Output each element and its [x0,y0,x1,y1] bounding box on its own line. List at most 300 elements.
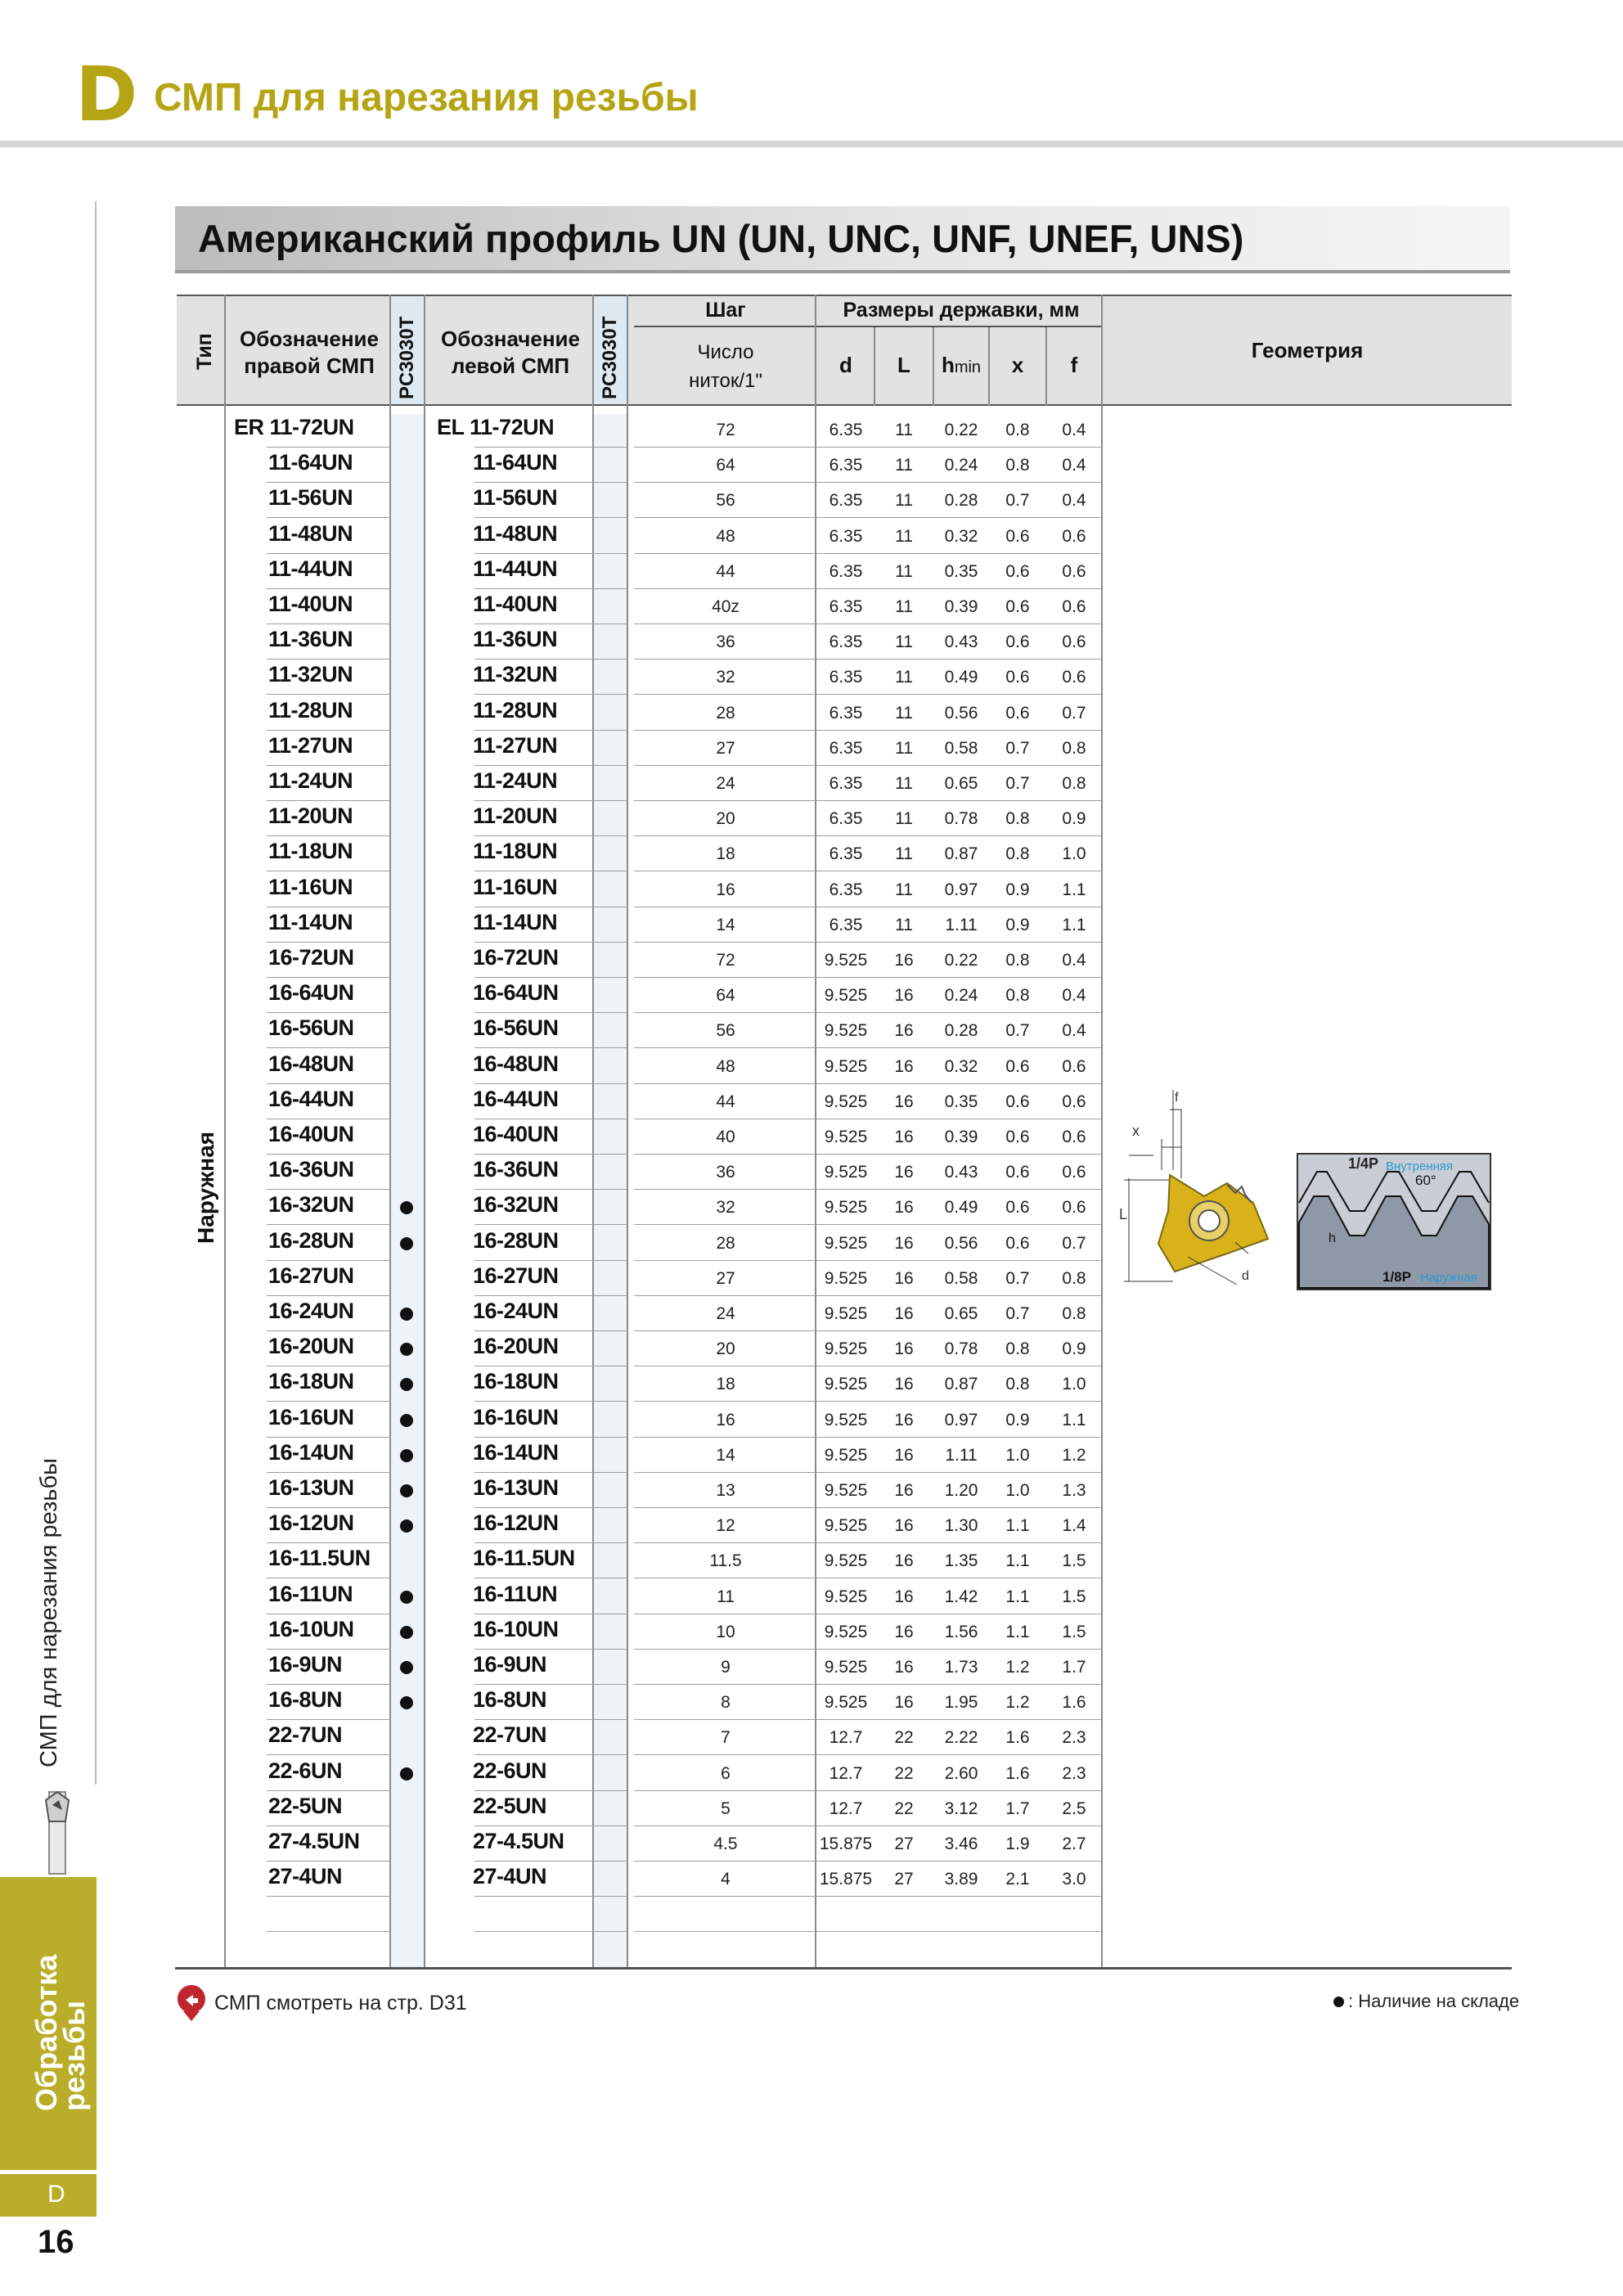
holder-L: 16 [894,1021,914,1041]
holder-f: 1.5 [1062,1551,1086,1571]
left-insert-code: 11-56UN [473,485,558,511]
table-row-empty [0,1897,1623,1932]
holder-f: 0.7 [1062,703,1086,723]
holder-hmin: 0.28 [944,491,978,511]
header-threads-per-inch: Число ниток/1" [689,341,762,392]
holder-hmin: 2.60 [944,1763,978,1783]
holder-x: 1.0 [1005,1445,1030,1465]
holder-f: 0.6 [1062,1092,1086,1111]
holder-d: 6.35 [829,809,863,829]
threads-per-inch: 48 [716,526,735,546]
left-insert-code: 16-11.5UN [473,1546,575,1571]
holder-L: 11 [895,526,913,546]
header-pitch: Шаг [705,299,746,322]
threads-per-inch: 28 [716,1233,735,1253]
holder-x: 0.7 [1005,491,1030,511]
header-grade-left: PC3030T [599,316,621,399]
holder-hmin: 0.56 [944,1233,978,1253]
holder-L: 16 [894,1163,914,1182]
holder-x: 0.8 [1005,986,1030,1006]
holder-L: 27 [894,1835,914,1853]
left-insert-code: 11-48UN [473,520,558,546]
in-stock-dot [400,1449,413,1462]
right-insert-code: 22-6UN [268,1758,343,1783]
right-insert-code: 11-18UN [268,839,353,864]
right-insert-code: 16-24UN [268,1299,354,1323]
holder-L: 16 [894,1658,914,1677]
header-top-line [177,295,1512,296]
threads-per-inch: 9 [721,1658,731,1677]
table-row [0,1543,1623,1578]
threads-per-inch: 6 [721,1763,731,1783]
holder-L: 16 [894,1268,914,1288]
holder-f: 0.8 [1062,1268,1086,1288]
holder-f: 1.1 [1062,915,1086,934]
holder-f: 1.7 [1062,1658,1086,1677]
holder-L: 11 [895,738,913,758]
sidebar-letter-tab[interactable]: D [0,2174,97,2217]
holder-d: 6.35 [829,915,863,934]
left-insert-code: EL 11-72UN [437,415,555,439]
holder-x: 0.7 [1005,738,1030,758]
right-insert-code: 11-48UN [268,520,353,546]
holder-f: 0.6 [1062,597,1086,616]
holder-L: 11 [895,491,913,511]
holder-f: 1.1 [1062,1410,1086,1429]
table-row [0,696,1623,731]
stock-legend-dot [1333,1997,1344,2007]
holder-f: 0.4 [1062,421,1086,439]
table-row [0,1013,1623,1048]
right-insert-code: 16-10UN [268,1616,354,1641]
holder-hmin: 1.30 [944,1516,978,1536]
holder-hmin: 0.24 [944,456,978,475]
threads-per-inch: 64 [716,986,735,1006]
threads-per-inch: 11 [717,1587,735,1606]
left-insert-code: 22-6UN [473,1758,547,1783]
table-row [0,519,1623,554]
holder-x: 0.6 [1005,1233,1030,1253]
holder-L: 11 [895,456,913,475]
header-f: f [1070,353,1078,377]
holder-f: 0.9 [1062,1339,1086,1359]
holder-f: 0.9 [1062,809,1086,829]
in-stock-dot [400,1308,413,1321]
holder-d: 9.525 [824,1128,868,1146]
table-row [0,1756,1623,1791]
threads-per-inch: 14 [716,1445,735,1465]
left-insert-code: 11-20UN [473,804,558,829]
left-insert-code: 16-12UN [473,1510,559,1536]
see-page-note[interactable]: СМП смотреть на стр. D31 [214,1992,467,2015]
holder-hmin: 0.22 [944,951,978,970]
holder-d: 9.525 [824,1481,868,1500]
holder-f: 0.6 [1062,668,1086,687]
table-row [0,1402,1623,1438]
in-stock-dot [400,1343,413,1356]
holder-hmin: 0.49 [944,668,978,687]
left-insert-code: 16-48UN [473,1051,559,1076]
holder-hmin: 1.95 [944,1693,978,1713]
holder-hmin: 3.12 [944,1799,978,1818]
holder-x: 2.1 [1005,1870,1030,1889]
header-right-insert: Обозначение правой СМП [240,326,379,378]
threads-per-inch: 20 [716,1339,735,1359]
in-stock-dot [400,1484,413,1497]
right-insert-code: 22-5UN [268,1793,343,1818]
holder-L: 16 [894,1375,914,1394]
holder-hmin: 0.32 [944,526,978,546]
left-insert-code: 22-5UN [473,1793,547,1818]
threads-per-inch: 44 [716,561,735,581]
in-stock-dot [400,1626,413,1639]
holder-f: 0.6 [1062,1198,1086,1218]
left-insert-code: 16-18UN [473,1369,559,1394]
holder-f: 2.7 [1062,1835,1086,1853]
threads-per-inch: 5 [721,1799,731,1818]
threads-per-inch: 13 [716,1481,735,1500]
right-insert-code: 16-12UN [268,1510,354,1536]
holder-f: 0.8 [1062,774,1086,793]
sidebar-section-label: Обработка резьбы [29,1954,91,2111]
holder-L: 11 [895,809,913,829]
threads-per-inch: 18 [716,844,735,864]
table-row [0,1296,1623,1331]
holder-L: 16 [894,1622,914,1641]
holder-L: 16 [894,1339,914,1359]
in-stock-dot [400,1767,413,1781]
right-insert-code: 16-11UN [268,1581,353,1606]
holder-L: 16 [894,1410,914,1429]
holder-L: 16 [894,986,914,1006]
holder-f: 1.5 [1062,1622,1086,1641]
holder-hmin: 0.35 [944,1092,978,1111]
left-insert-code: 11-16UN [473,874,558,899]
threads-per-inch: 4 [721,1870,731,1889]
holder-d: 6.35 [829,597,863,616]
holder-hmin: 3.46 [944,1835,978,1853]
right-insert-code: 16-36UN [268,1157,354,1182]
right-insert-code: 11-56UN [268,485,353,511]
left-insert-code: 11-24UN [473,768,558,793]
holder-x: 0.6 [1005,1128,1030,1146]
holder-x: 0.6 [1005,597,1030,616]
holder-d: 9.525 [824,1375,868,1394]
holder-d: 9.525 [824,986,868,1006]
right-insert-code: 16-16UN [268,1404,354,1429]
left-insert-code: 16-24UN [473,1299,559,1323]
holder-x: 0.8 [1005,456,1030,475]
threads-per-inch: 24 [716,774,735,793]
holder-hmin: 1.42 [944,1587,978,1606]
holder-x: 0.7 [1005,1268,1030,1288]
holder-d: 6.35 [829,633,863,652]
holder-hmin: 0.78 [944,809,978,829]
holder-f: 0.4 [1062,1021,1086,1041]
holder-hmin: 0.39 [944,597,978,616]
right-insert-code: 11-14UN [268,909,353,934]
holder-d: 9.525 [824,1587,868,1606]
holder-hmin: 1.11 [945,915,978,934]
table-row [0,1862,1623,1897]
holder-d: 9.525 [824,1056,868,1076]
holder-x: 0.8 [1005,1339,1030,1359]
holder-d: 15.875 [819,1870,873,1889]
header-d: d [839,353,852,377]
holder-d: 9.525 [824,1551,868,1571]
table-row [0,660,1623,695]
holder-hmin: 0.43 [944,1163,978,1182]
section-title: Американский профиль UN (UN, UNC, UNF, UNEF, UNS) [198,217,1244,260]
table-row [0,836,1623,871]
holder-x: 0.6 [1005,1092,1030,1111]
header-holder-dims: Размеры державки, мм [843,299,1080,322]
holder-hmin: 1.73 [944,1658,978,1677]
holder-L: 11 [895,597,913,616]
header-divider [0,141,1623,147]
svg-text:1/8P: 1/8P [1382,1269,1411,1285]
holder-x: 0.6 [1005,1056,1030,1076]
in-stock-dot [400,1237,413,1250]
holder-d: 6.35 [829,491,863,511]
left-insert-code: 16-72UN [473,945,559,970]
holder-hmin: 0.58 [944,738,978,758]
holder-d: 9.525 [824,1658,868,1677]
holder-L: 11 [895,915,913,934]
holder-x: 0.7 [1005,1304,1030,1323]
holder-x: 1.9 [1005,1835,1030,1853]
table-row [0,412,1623,448]
holder-hmin: 0.43 [944,633,978,652]
holder-d: 6.35 [829,703,863,723]
holder-x: 1.2 [1005,1693,1030,1713]
page-reference-icon [175,1983,208,2023]
insert-geometry-diagram [1113,1080,1494,1301]
holder-x: 0.6 [1005,703,1030,723]
holder-f: 0.4 [1062,986,1086,1006]
holder-x: 0.8 [1005,1375,1030,1394]
table-row [0,1366,1623,1402]
holder-f: 1.3 [1062,1481,1086,1500]
holder-x: 1.1 [1005,1516,1030,1536]
left-insert-code: 22-7UN [473,1722,547,1748]
insert-drawing [1119,1090,1268,1285]
holder-x: 0.6 [1005,633,1030,652]
holder-hmin: 0.32 [944,1056,978,1076]
holder-hmin: 1.20 [944,1481,978,1500]
holder-L: 16 [894,1551,914,1571]
holder-L: 16 [894,1481,914,1500]
right-insert-code: 16-13UN [268,1475,354,1500]
holder-x: 1.0 [1005,1481,1030,1500]
table-row [0,624,1623,660]
holder-x: 0.7 [1005,1021,1030,1041]
threads-per-inch: 27 [716,738,735,758]
threads-per-inch: 24 [716,1304,735,1323]
left-insert-code: 11-44UN [473,556,558,581]
threads-per-inch: 40 [716,1128,735,1146]
header-x: x [1011,353,1024,377]
holder-L: 16 [894,1233,914,1253]
threads-per-inch: 36 [716,1163,735,1182]
left-insert-code: 16-40UN [473,1122,559,1146]
table-row [0,483,1623,518]
svg-text:Внутренняя: Внутренняя [1386,1159,1454,1173]
right-insert-code: 16-48UN [268,1051,354,1076]
right-insert-code: 16-56UN [268,1015,354,1041]
holder-f: 0.8 [1062,738,1086,758]
table-row [0,1579,1623,1614]
holder-hmin: 1.11 [945,1445,978,1465]
threads-per-inch: 56 [716,491,735,511]
holder-x: 0.9 [1005,880,1030,899]
page-title: СМП для нарезания резьбы [154,76,699,119]
threads-per-inch: 20 [716,809,735,829]
holder-f: 1.0 [1062,1375,1086,1394]
header-left-insert: Обозначение левой СМП [441,326,580,378]
table-row [0,554,1623,589]
holder-hmin: 0.97 [944,1410,978,1429]
left-insert-code: 11-14UN [473,909,558,934]
holder-f: 0.6 [1062,1163,1086,1182]
right-insert-code: 11-27UN [268,732,353,758]
table-row [0,978,1623,1013]
holder-x: 0.8 [1005,421,1030,439]
holder-d: 6.35 [829,456,863,475]
svg-text:d: d [1242,1269,1249,1283]
holder-d: 15.875 [819,1835,873,1853]
left-insert-code: 16-20UN [473,1334,559,1359]
right-insert-code: 11-32UN [268,662,353,687]
holder-hmin: 0.56 [944,703,978,723]
holder-d: 9.525 [824,1410,868,1429]
holder-d: 9.525 [824,1304,868,1323]
holder-f: 0.4 [1062,491,1086,511]
right-insert-code: 27-4.5UN [268,1829,360,1853]
holder-x: 0.6 [1005,1163,1030,1182]
holder-L: 16 [894,1198,914,1218]
left-insert-code: 16-27UN [473,1263,559,1288]
threads-per-inch: 72 [716,951,735,970]
right-insert-code: 11-36UN [268,627,353,652]
right-insert-code: 16-11.5UN [268,1546,371,1571]
left-insert-code: 16-14UN [473,1439,559,1465]
threads-per-inch: 40z [712,597,740,616]
holder-d: 9.525 [824,1339,868,1359]
holder-d: 6.35 [829,738,863,758]
left-insert-code: 16-8UN [473,1687,547,1713]
right-insert-code: 16-8UN [268,1687,343,1713]
header-geometry: Геометрия [1251,338,1364,362]
table-row [0,1508,1623,1543]
right-insert-code: 11-24UN [268,768,353,793]
holder-f: 3.0 [1062,1870,1086,1889]
left-insert-code: 11-64UN [473,450,558,475]
table-row [0,766,1623,801]
right-insert-code: 16-14UN [268,1439,354,1465]
holder-d: 6.35 [829,880,863,899]
right-insert-code: 11-44UN [268,556,353,581]
left-insert-code: 11-36UN [473,627,558,652]
holder-x: 0.6 [1005,1198,1030,1218]
header-bottom-line [177,404,1512,406]
holder-f: 0.6 [1062,561,1086,581]
thread-profile-drawing [1297,1154,1490,1290]
right-insert-code: 11-28UN [268,697,353,723]
threads-per-inch: 16 [716,1410,735,1429]
right-insert-code: 11-20UN [268,804,353,829]
type-value: Наружная [193,1131,218,1244]
holder-f: 1.0 [1062,844,1086,864]
holder-L: 16 [894,1056,914,1076]
threads-per-inch: 12 [716,1516,735,1536]
left-insert-code: 16-36UN [473,1157,559,1182]
holder-x: 0.8 [1005,951,1030,970]
sidebar-vertical-title: СМП для нарезания резьбы [36,1458,62,1767]
holder-x: 1.6 [1005,1763,1030,1783]
holder-d: 9.525 [824,951,868,970]
holder-f: 0.8 [1062,1304,1086,1323]
holder-f: 1.5 [1062,1587,1086,1606]
in-stock-dot [400,1378,413,1391]
holder-hmin: 0.35 [944,561,978,581]
right-insert-code: 11-40UN [268,592,353,616]
holder-f: 2.3 [1062,1763,1086,1783]
right-insert-code: 16-9UN [268,1652,343,1677]
holder-hmin: 0.39 [944,1128,978,1146]
threads-per-inch: 64 [716,456,735,475]
threads-per-inch: 32 [716,1198,735,1218]
holder-f: 1.2 [1062,1445,1086,1465]
holder-d: 6.35 [829,421,863,439]
holder-x: 0.7 [1005,774,1030,793]
left-insert-code: 27-4UN [473,1864,547,1889]
right-insert-code: 11-64UN [268,450,353,475]
holder-L: 16 [894,1516,914,1536]
holder-hmin: 0.65 [944,774,978,793]
holder-hmin: 0.78 [944,1339,978,1359]
holder-x: 0.6 [1005,561,1030,581]
threads-per-inch: 36 [716,633,735,652]
left-insert-code: 16-10UN [473,1616,559,1641]
holder-L: 16 [894,1092,914,1111]
table-row [0,1791,1623,1826]
right-insert-code: 16-40UN [268,1122,354,1146]
holder-f: 0.6 [1062,1128,1086,1146]
holder-L: 16 [894,951,914,970]
holder-L: 16 [894,1128,914,1146]
left-insert-code: 11-18UN [473,839,558,864]
table-row [0,1685,1623,1720]
table-row [0,801,1623,836]
holder-hmin: 3.89 [944,1870,978,1889]
holder-f: 0.6 [1062,1056,1086,1076]
threads-per-inch: 44 [716,1092,735,1111]
holder-f: 1.1 [1062,880,1086,899]
holder-d: 9.525 [824,1693,868,1713]
holder-L: 22 [894,1799,914,1818]
svg-text:Наружная: Наружная [1420,1271,1477,1285]
svg-text:L: L [1119,1206,1128,1222]
table-row [0,1438,1623,1473]
in-stock-dot [400,1661,413,1674]
header-L: L [897,353,910,377]
table-row [0,1331,1623,1366]
holder-f: 1.4 [1062,1516,1086,1536]
holder-hmin: 0.22 [944,421,978,439]
header-hmin: hmin [941,353,982,377]
table-row [0,731,1623,766]
